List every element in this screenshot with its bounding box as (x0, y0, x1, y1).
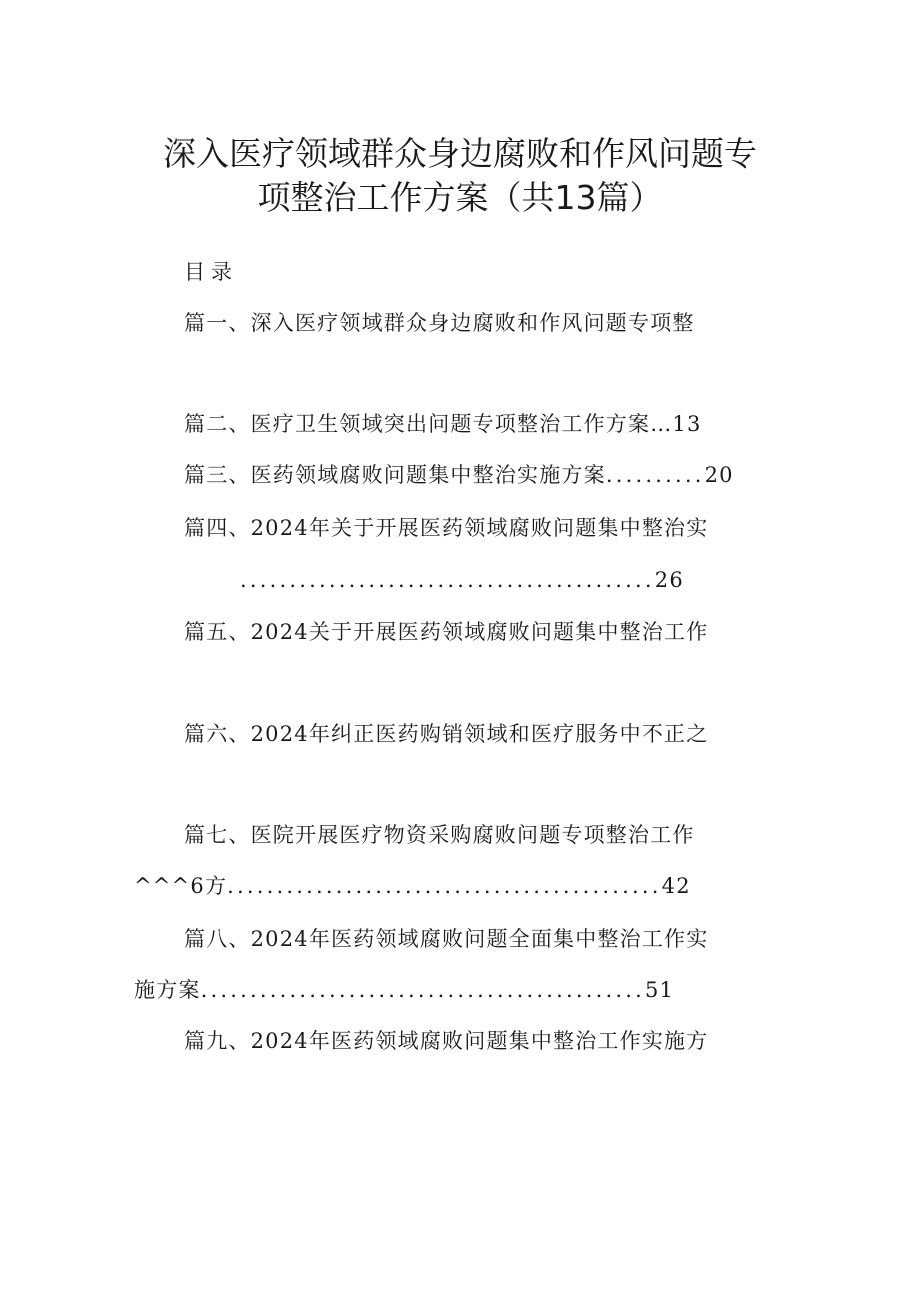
toc-entry-5[interactable] (184, 619, 708, 645)
toc-entry-text: 篇三、医药领域腐败问题集中整治实施方案 (184, 463, 606, 487)
toc-entry-text: ^^^6方 (134, 874, 228, 898)
toc-page-number: 42 (661, 874, 691, 898)
toc-entry-text: 篇七、医院开展医疗物资采购腐败问题专项整治工作 (184, 823, 695, 847)
toc-entry-text: 篇五、2024关于开展医药领域腐败问题集中整治工作 (184, 620, 709, 644)
toc-entry-text: 篇四、2024年关于开展医药领域腐败问题集中整治实 (184, 516, 709, 540)
toc-heading: 目录 (184, 260, 238, 284)
toc-leader-dots: ............................................ (227, 874, 662, 898)
toc-page-number: 26 (654, 568, 684, 592)
toc-entry-4[interactable] (184, 515, 708, 541)
toc-entry-text: 篇二、医疗卫生领域突出问题专项整治工作方案…13 (184, 412, 702, 436)
toc-leader-dots: .......... (605, 463, 705, 487)
toc-entry-9[interactable] (184, 1028, 708, 1054)
toc-entry-6[interactable] (184, 721, 708, 747)
toc-page-number: 20 (704, 463, 734, 487)
toc-entry-text: 篇九、2024年医药领域腐败问题集中整治工作实施方 (184, 1029, 709, 1053)
toc-entry-text: 篇八、2024年医药领域腐败问题全面集中整治工作实 (184, 927, 709, 951)
toc-entry-7-continuation[interactable] (134, 873, 691, 899)
toc-entry-4-continuation[interactable] (240, 567, 684, 593)
toc-entry-3[interactable] (184, 462, 734, 488)
toc-leader-dots: .......................................... (240, 568, 655, 592)
toc-entry-text: 篇一、深入医疗领域群众身边腐败和作风问题专项整 (184, 311, 695, 335)
document-title-line-2: 项整治工作方案（共13篇） (257, 178, 663, 217)
toc-entry-2[interactable] (184, 411, 702, 437)
toc-entry-text: 施方案 (134, 978, 201, 1002)
toc-page-number: 51 (645, 978, 675, 1002)
toc-entry-7[interactable] (184, 822, 695, 848)
toc-entry-text: 篇六、2024年纠正医药购销领域和医疗服务中不正之 (184, 722, 709, 746)
toc-entry-1[interactable] (184, 310, 695, 336)
toc-entry-8[interactable] (184, 926, 708, 952)
document-title-line-1: 深入医疗领域群众身边腐败和作风问题专 (163, 134, 757, 173)
toc-leader-dots: ............................................. (200, 978, 645, 1002)
toc-entry-8-continuation[interactable] (134, 977, 674, 1003)
